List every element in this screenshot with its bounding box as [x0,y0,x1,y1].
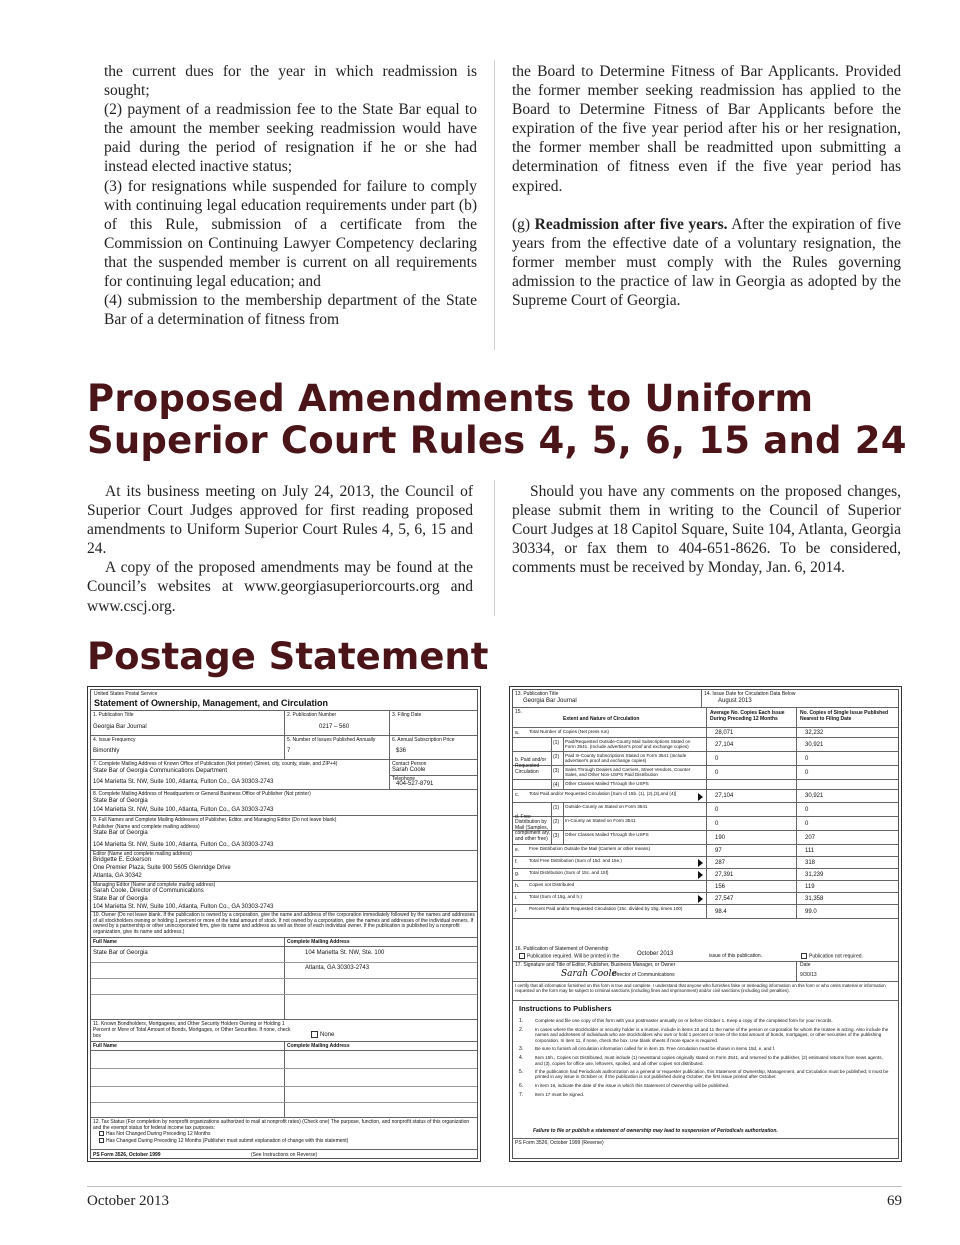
instruction-number: 5. [519,1069,524,1076]
field-label: Contact Person [392,761,427,767]
row-divider [91,962,477,963]
field-value: October 2013 [637,951,674,957]
row-label: Total Paid and/or Requested Circulation [Sum of 15b. (1), (2),(3),and (4)] [529,791,677,796]
field-label: 13. Publication Title [515,691,559,697]
single-issue-copies: 0 [805,820,809,827]
column-header: Full Name [93,939,117,945]
circulation-row [513,780,898,790]
field-value: State Bar of Georgia Communications Department [93,768,228,774]
row-label: Total (Sum of 15g. and h.) [529,894,582,899]
arrow-icon [698,859,703,867]
form-row-11 [91,1020,477,1042]
checkbox-icon [99,1138,104,1143]
row-label: Other Classes Mailed Through the USPS [565,781,649,786]
cell-divider [796,780,797,789]
row-key: e. [515,847,520,853]
cell-divider [796,845,797,856]
avg-copies: 98.4 [715,908,727,915]
cell-divider [706,893,707,904]
row-key: g. [515,871,520,877]
checkbox-icon [519,953,525,959]
cell-divider [796,962,797,981]
instruction-text: In cases where the stockholder or security holder is a trustee, include in items 10 and 11 the name of the person or corporation for whom the trustee is acting. Also include the names and addresses of individuals who are stockholders who own or hold 1 percent or more of the total amount of bonds, mortgages, or other securities of the publishing corporation. In item 11, if none, check the box. Use blank sheets if more space is required. [535,1027,889,1043]
field-label: 9. Full Names and Complete Mailing Addresses of Publisher, Editor, and Managing Editor (Do not leave blank) [93,817,337,823]
row-key: c. [515,792,519,798]
cell-divider [706,881,707,892]
circulation-row [513,766,898,780]
field-label: 1. Publication Title [93,712,134,718]
arrow-icon [698,793,703,801]
footer-rule [87,1186,902,1187]
form-note: (See Instructions on Reverse) [251,1152,318,1158]
cell-divider [389,736,390,759]
field-label: 4. Issue Frequency [93,737,136,743]
cell-divider [796,857,797,868]
instructions-title: Instructions to Publishers [519,1004,612,1013]
row-label: Copies not Distributed [529,882,575,887]
top-left-column [104,62,477,329]
circulation-row [513,845,898,857]
option-label: Publication required. Will be printed in the [527,953,620,960]
row-key: (3) [553,833,560,839]
form-row-8 [91,790,477,816]
column-header: Complete Mailing Address [287,1043,350,1049]
instruction-item [519,1055,891,1066]
avg-copies: 97 [715,847,722,854]
row-key: a. [515,730,520,736]
form-id: PS Form 3526, October 1999 [93,1152,161,1158]
instruction-item [519,1083,891,1089]
field-value: 9/30/13 [800,972,817,978]
field-value: Sarah Coole [392,767,426,773]
row-label: Total Free Distribution (Sum of 15d. and 15e.) [529,858,622,863]
section-title-amendments [87,378,907,462]
field-value: State Bar of Georgia [93,798,148,804]
owner-name: State Bar of Georgia [93,950,148,956]
bondholder-table [91,1042,477,1118]
avg-copies: 27,104 [715,741,734,748]
field-value: 104 Marietta St. NW, Suite 100, Atlanta, Fulton Co., GA 30303-2743 [93,842,274,848]
field-label: 15. [515,709,522,715]
paragraph: A copy of the proposed amendments may be found at the Council’s websites at www.georgiasuperiorcourts.org and www.cscj.org. [87,559,473,615]
row-label: Paid/Requested Outside-County Mail Subscriptions Stated on Form 3541. (Include advertiser's proof and exchange copies) [565,739,691,750]
circulation-row [513,738,898,752]
field-label: 6. Annual Subscription Price [392,737,455,743]
avg-copies: 27,104 [715,793,734,799]
none-checkbox[interactable] [311,1031,334,1040]
field-value: Bridgette E. Eckerson [93,857,152,863]
field-label: 7. Complete Mailing Address of Known Office of Publication (Not printer) (Street, city, county, state, and ZIP+4) [93,761,338,767]
field-label: Publisher (Name and complete mailing address) [93,824,200,830]
form-border [512,689,899,1159]
form-row-16 [513,946,898,962]
cell-divider [563,831,564,844]
form-row-12 [91,1118,477,1150]
group-label: d. Free Distribution by Mail (Samples, compliment ary, and other free) [515,814,550,842]
circulation-row [513,893,898,905]
tax-option-2[interactable] [99,1138,348,1144]
amendments-right-column [512,482,901,577]
single-issue-copies: 119 [805,883,815,890]
single-issue-copies: 32,232 [805,729,824,736]
field-label: Telephone [392,776,416,782]
instruction-number: 3. [519,1046,524,1053]
circulation-form [509,686,902,1162]
cell-divider [796,752,797,765]
form-footer [93,1152,161,1158]
field-value: 7 [287,748,291,754]
cell-divider [389,711,390,735]
circulation-row [513,817,898,831]
instruction-number: 1. [519,1018,524,1024]
cell-divider [706,708,707,727]
row-divider [91,1068,477,1069]
column-header: Full Name [93,1043,117,1049]
option-label: Publication not required. [809,953,863,960]
title-line: Proposed Amendments to Uniform [87,377,814,420]
instructions-list [519,1018,891,1101]
circulation-row [513,869,898,881]
paragraph: the Board to Determine Fitness of Bar Applicants. Provided the former member seeking readmission has applied to the Board to Determine Fitness of Bar Applicants before the expiration of the five year period after his or her resignation, the former member shall be readmitted upon submitting a determination of fitness even if the five year period has expired. [512,63,901,195]
row-key: (2) [553,819,560,825]
circulation-row [513,752,898,766]
field-label: 10. Owner (Do not leave blank. If the publication is owned by a corporation, give the name and address of the corporation immediately followed by the names and addresses of all stockholders owning or holding 1 percent or more of the total amount of stock. If not owned by a corporation, give the names and addresses of the individual owners. If owned by a partnership or other unincorporated firm, give its name and address as well as those of each individual owner. If the publication is published by a nonprofit organization, give its name and address.) [93,912,475,935]
column-divider [494,480,495,616]
row-label: Percent Paid and/or Requested Circulation (15c. divided by 15g. times 100) [529,906,683,911]
avg-copies: 287 [715,859,726,866]
cell-divider [706,817,707,830]
instruction-number: 2. [519,1027,524,1033]
paragraph: At its business meeting on July 24, 2013, the Council of Superior Court Judges approved for first reading proposed amendments to Uniform Superior Court Rules 4, 5, 6, 15 and 24. [87,483,473,558]
single-issue-copies: 31,239 [805,871,824,878]
row-key: (4) [553,782,560,788]
paragraph-text: After the expiration of five years from the effective date of a voluntary resignation, the former member must comply with the Rules governing admission to the practice of law in Georgia as adopted by the Supreme Court of Georgia. [512,215,901,310]
failure-notice: Failure to file or publish a statement of ownership may lead to suspension of Periodicals authorization. [533,1128,778,1134]
signature: Sarah Coole [561,969,617,979]
avg-copies: 190 [715,834,726,841]
cell-divider [796,803,797,816]
checkbox-label: None [320,1032,335,1039]
cell-divider [706,780,707,789]
checkbox-icon [801,953,807,959]
instruction-text: In item 16, indicate the date of the issue in which this Statement of Ownership will be published. [535,1082,730,1088]
circulation-row [513,803,898,817]
cell-divider [563,766,564,779]
cell-divider [563,803,564,816]
cell-divider [706,803,707,816]
row-label: Free Distribution Outside the Mail (Carriers or other means) [529,846,651,851]
field-label: issue of this publication. [709,953,763,959]
row-label: Total Distribution (Sum of 15c. and 15f) [529,870,609,875]
cell-divider [796,893,797,904]
cell-divider [706,869,707,880]
field-value: State Bar of Georgia [93,830,148,836]
row-divider [91,1102,477,1103]
cell-divider [796,869,797,880]
row-divider [91,978,477,979]
form-row-17 [513,962,898,982]
column-header: Average No. Copies Each Issue During Preceding 12 Months [710,710,785,722]
paragraph: the current dues for the year in which readmission is sought; [104,63,477,100]
instruction-item [519,1092,891,1098]
avg-copies: 0 [715,755,719,762]
single-issue-copies: 30,921 [805,741,824,748]
cell-divider [796,766,797,779]
publication-not-required-checkbox[interactable] [801,953,863,959]
form-border [90,689,478,1159]
cell-divider [551,803,552,816]
single-issue-copies: 0 [805,806,809,813]
cell-divider [563,780,564,789]
row-label: Sales Through Dealers and Carriers, Street Vendors, Counter Sales, and Other Non-USPS Paid Distribution [565,767,691,778]
form-row-4 [91,736,477,760]
checkbox-icon [99,1131,104,1136]
cell-divider [796,831,797,844]
form-service: United States Postal Service [94,691,158,697]
row-divider [91,994,477,995]
single-issue-copies: 0 [805,755,809,762]
avg-copies: 28,071 [715,729,734,736]
field-value: Sarah Coole, Director of Communications [93,888,204,894]
top-right-column [512,62,901,310]
row-key: h. [515,883,520,889]
page-number: 69 [887,1193,902,1209]
form-row-13 [513,690,898,708]
cell-divider [551,738,552,751]
field-label: 2. Publication Number [287,712,337,718]
column-header: No. Copies of Single Issue Published Nearest to Filing Date [800,710,889,722]
instruction-number: 4. [519,1055,524,1062]
instruction-item [519,1027,891,1043]
instruction-text: Item 15h., Copies not Distributed, must include (1) newsstand copies originally stated on Form 3541, and returned to the publisher, (2) estimated returns from news agents, and (3), copies for office use, leftovers, spoiled, and all other copies not distributed. [535,1055,883,1066]
field-value: August 2013 [718,698,752,704]
cell-divider [551,780,552,789]
circulation-row [513,905,898,919]
field-label: 16. Publication of Statement of Ownership [515,946,609,952]
cell-divider [706,857,707,868]
field-value: 104 Marietta St. NW, Suite 100, Atlanta, Fulton Co., GA 30303-2743 [93,779,274,785]
instruction-item [519,1018,891,1024]
column-divider [494,60,495,350]
row-divider [513,1138,898,1139]
cell-divider [701,690,702,707]
signer-title: Director of Communications [613,972,675,978]
instruction-number: 7. [519,1091,524,1098]
ownership-statement-form [87,686,481,1162]
row-label: Other Classes Mailed Through the USPS [565,832,649,837]
field-value: Georgia Bar Journal [93,724,147,730]
cell-divider [796,708,797,727]
field-label: 3. Filing Date [392,712,422,718]
amendments-left-column [87,482,473,616]
owner-address: 104 Marietta St. NW, Ste. 100 [305,950,385,956]
instruction-text: Be sure to furnish all circulation information called for in item 15. Free circulation must be shown in items 15d, e, and f. [535,1046,776,1052]
cell-divider [706,766,707,779]
field-label: Managing Editor (Name and complete mailing address) [93,882,216,888]
row-key: (1) [553,740,560,746]
circulation-row [513,790,898,803]
owner-address: Atlanta, GA 30303-2743 [305,965,370,971]
item-label: (g) [512,215,535,233]
instruction-item [519,1046,891,1052]
cell-divider [284,736,285,759]
field-value: 104 Marietta St. NW, Suite 100, Atlanta, Fulton Co., GA 30303-2743 [93,904,274,910]
cell-divider [706,845,707,856]
instruction-number: 6. [519,1082,524,1089]
owner-table [91,938,477,1020]
row-key: (2) [553,754,560,760]
form-row-7 [91,760,477,790]
cell-divider [706,831,707,844]
cell-divider [796,738,797,751]
form-row-9 [91,816,477,912]
cell-divider [563,817,564,830]
field-label: 5. Number of Issues Published Annually [287,737,376,743]
field-label: Date [800,962,811,968]
column-header: Extent and Nature of Circulation [563,716,640,722]
row-key: (3) [553,768,560,774]
circulation-row [513,728,898,738]
form-title: Statement of Ownership, Management, and Circulation [94,698,329,708]
cell-divider [551,752,552,765]
circulation-header [513,708,898,728]
circulation-row [513,857,898,869]
field-value: $36 [396,748,407,754]
cell-divider [284,711,285,735]
field-value: 0217 – 560 [319,724,350,730]
avg-copies: 0 [715,806,719,813]
field-label: 12. Tax Status (For completion by nonprofit organizations authorized to mail at nonprofit rates) (Check one) The purpose, function, and nonprofit status of this organization and the exempt status for federal income tax purposes: [93,1119,470,1131]
avg-copies: 0 [715,769,719,776]
cell-divider [796,817,797,830]
footer-date: October 2013 [87,1193,170,1209]
row-key: f. [515,859,518,865]
instruction-text: Complete and file one copy of this form with your postmaster annually on or before October 1. Keep a copy of the completed form for your records. [535,1018,833,1023]
title-line: Superior Court Rules 4, 5, 6, 15 and 24 [87,419,907,462]
instruction-text: If the publication had Periodicals authorization as a general or requester publication, this Statement of Ownership, Management, and Circulation must be published; it must be printed in any issue in October or, if the publication is not published during October, the first issue printed after October. [535,1069,889,1080]
cell-divider [796,905,797,918]
form-footer: PS Form 3526, October 1999 (Reverse) [515,1140,604,1146]
field-value: Bimonthly [93,748,120,754]
cell-divider [706,752,707,765]
avg-copies: 156 [715,883,726,890]
cell-divider [706,790,707,802]
certification-text: I certify that all information furnished on this form is true and complete. I understand that anyone who furnishes false or misleading information on this form or who omits material or information requested on the form may be subject to criminal sanctions (including fines and imprisonment) and/or civil sanctions (including civil penalties). [515,983,886,993]
field-value: 404-527-8791 [396,781,434,787]
instruction-item [519,1069,891,1080]
paragraph: (2) payment of a readmission fee to the State Bar equal to the amount the member seeking readmission would have paid during the period of resignation if he or she had instead elected inactive status; [104,101,477,176]
group-label: b. Paid and/or Requested Circulation [515,757,547,775]
bold-heading: Readmission after five years. [534,215,728,233]
paragraph: Should you have any comments on the proposed changes, please submit them in writing to the Council of Superior Court Judges at 18 Capitol Square, Suite 104, Atlanta, Georgia 30334, or fax them to 404-651-8626. To be considered, comments must be received by Monday, Jan. 6, 2014. [512,483,901,577]
circulation-row [513,881,898,893]
publication-required-checkbox[interactable] [519,953,619,959]
checkbox-icon [311,1031,318,1038]
form-row-1 [91,710,477,736]
single-issue-copies: 99.0 [805,908,817,915]
single-issue-copies: 111 [805,847,815,854]
option-label: Has Not Changed During Preceding 12 Months [106,1131,211,1137]
avg-copies: 27,547 [715,895,734,902]
field-label: 8. Complete Mailing Address of Headquarters or General Business Office of Publisher (Not printer) [93,791,311,797]
single-issue-copies: 318 [805,859,816,866]
row-key: i. [515,895,518,901]
cell-divider [563,752,564,765]
cell-divider [706,728,707,737]
row-divider [513,1000,898,1001]
arrow-icon [698,871,703,879]
field-label: 11. Known Bondholders, Mortgagees, and Other Security Holders Owning or Holding 1 Percent or More of Total Amount of Bonds, Mortgages, or Other Securities. If none, check box [93,1021,291,1039]
form-row-10 [91,912,477,938]
row-label: Paid In-County Subscriptions Stated on Form 3541 (Include advertiser's proof and exchange copies) [565,753,687,764]
instruction-text: Item 17 must be signed. [535,1091,585,1097]
single-issue-copies: 0 [805,769,809,776]
cell-divider [563,738,564,751]
field-label: 17. Signature and Title of Editor, Publisher, Business Manager, or Owner [515,962,676,968]
tax-option-1[interactable] [99,1131,211,1137]
option-label: Has Changed During Preceding 12 Months (Publisher must submit explanation of change with this statement) [106,1138,349,1144]
cell-divider [284,1042,285,1117]
row-label: In-County as Stated on Form 3541 [565,818,636,823]
cell-divider [796,790,797,802]
avg-copies: 27,391 [715,871,734,878]
row-divider [91,1086,477,1087]
avg-copies: 0 [715,820,719,827]
single-issue-copies: 30,921 [805,793,824,799]
cell-divider [551,831,552,844]
field-value: Georgia Bar Journal [523,698,577,704]
cell-divider [796,881,797,892]
paragraph-readmission [512,215,901,310]
field-value: 104 Marietta St. NW, Suite 100, Atlanta, Fulton Co., GA 30303-2743 [93,807,274,813]
cell-divider [796,728,797,737]
paragraph: (4) submission to the membership department of the State Bar of a determination of fitness from [104,292,477,329]
cell-divider [706,905,707,918]
field-value: Atlanta, GA 30342 [93,873,142,879]
cell-divider [551,766,552,779]
circulation-row [513,831,898,845]
section-title-postage: Postage Statement [87,635,489,678]
cell-divider [706,738,707,751]
field-label: Editor (Name and complete mailing address) [93,851,192,857]
single-issue-copies: 207 [805,834,816,841]
row-key: j. [515,907,518,913]
row-label: Outside-County as Stated on Form 3541 [565,804,648,809]
row-key: (1) [553,805,560,811]
cell-divider [551,817,552,830]
field-label: 14. Issue Date for Circulation Data Below [704,691,796,697]
arrow-icon [698,895,703,903]
field-value: One Premier Plaza, Suite 900 5605 Glenridge Drive [93,865,231,871]
paragraph: (3) for resignations while suspended for failure to comply with continuing legal education requirements under part (b) of this Rule, submission of a certificate from the Commission on Continuing Lawyer Competency declaring that the suspended member is current on all requirements for continuing legal education; and [104,177,477,291]
field-value: State Bar of Georgia [93,896,148,902]
row-label: Total Number of Copies (Net press run) [529,729,609,734]
single-issue-copies: 31,358 [805,895,824,902]
column-header: Complete Mailing Address [287,939,350,945]
